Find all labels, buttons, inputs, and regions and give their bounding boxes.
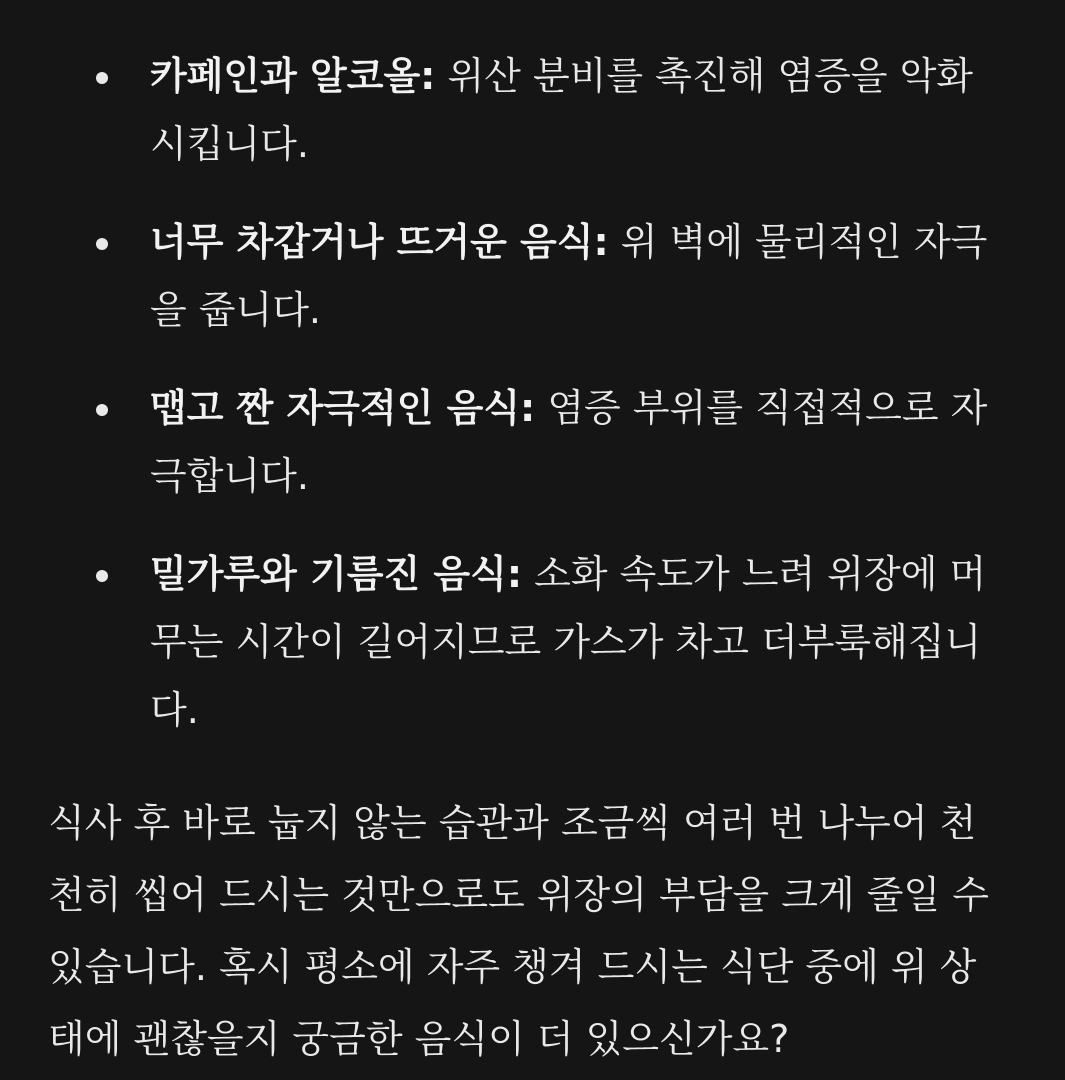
- item-description: 소화 속도가 느려 위장에 머무는 시간이 길어지므로 가스가 차고 더부룩해집니다.: [150, 552, 987, 732]
- food-caution-list: [150, 42, 1000, 774]
- list-item: [150, 374, 1000, 510]
- item-description: 위산 분비를 촉진해 염증을 악화시킵니다.: [150, 54, 973, 166]
- item-term: 카페인과 알코올:: [150, 54, 436, 98]
- bullet-dot-icon: [96, 404, 108, 416]
- list-item: [150, 42, 1000, 178]
- item-description: 위 벽에 물리적인 자극을 줍니다.: [150, 220, 988, 332]
- bullet-dot-icon: [96, 238, 108, 250]
- item-term: 맵고 짠 자극적인 음식:: [150, 386, 536, 430]
- bullet-dot-icon: [96, 570, 108, 582]
- closing-paragraph: 식사 후 바로 눕지 않는 습관과 조금씩 여러 번 나누어 천천히 씹어 드시는 것만으로도 위장의 부담을 크게 줄일 수 있습니다. 혹시 평소에 자주 챙겨 드시는 식단 중에 위 상태에 괜찮을지 궁금한 음식이 더 있으신가요?: [48, 801, 989, 1061]
- bullet-dot-icon: [96, 72, 108, 84]
- item-term: 밀가루와 기름진 음식:: [150, 552, 523, 596]
- item-description: 염증 부위를 직접적으로 자극합니다.: [150, 386, 988, 498]
- list-item: [150, 208, 1000, 344]
- item-term: 너무 차갑거나 뜨거운 음식:: [150, 220, 609, 264]
- list-item: [150, 540, 1000, 744]
